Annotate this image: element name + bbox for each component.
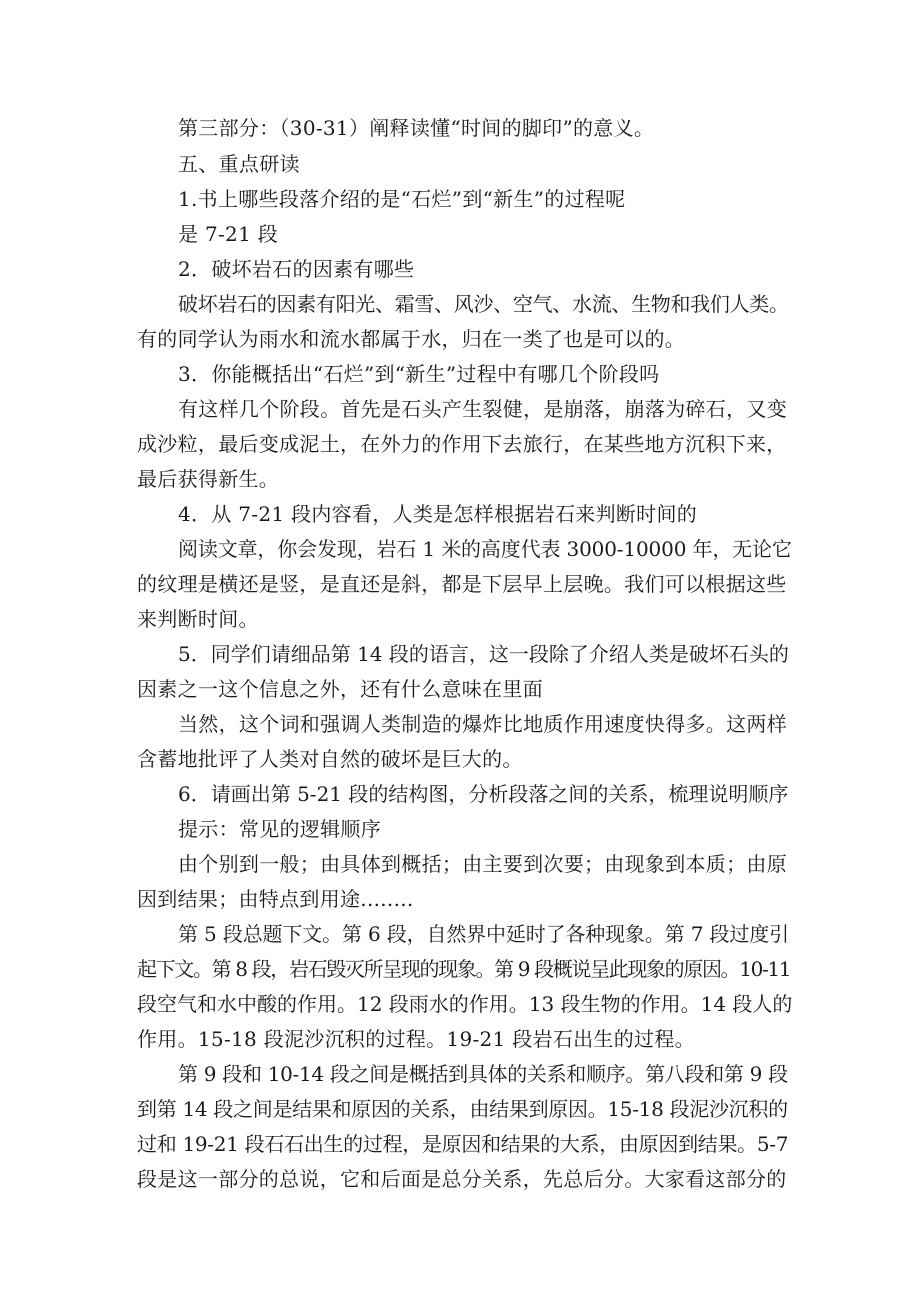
answer-line: 来判断时间。 bbox=[137, 607, 259, 631]
answer-line: 有的同学认为雨水和流水都属于水，归在一类了也是可以的。 bbox=[137, 327, 686, 351]
answer-line: 第 5 段总题下文。第 6 段，自然界中延时了各种现象。第 7 段过度引 bbox=[178, 922, 789, 946]
question-line: 4．从 7-21 段内容看，人类是怎样根据岩石来判断时间的 bbox=[178, 502, 698, 526]
answer-line: 起下文。第 8 段，岩石毁灭所呈现的现象。第 9 段概说呈此现象的原因。10-11 bbox=[137, 957, 791, 981]
answer-line: 第 9 段和 10-14 段之间是概括到具体的关系和顺序。第八段和第 9 段 bbox=[178, 1062, 788, 1086]
answer-line: 的纹理是横还是竖，是直还是斜，都是下层早上层晚。我们可以根据这些 bbox=[137, 572, 787, 596]
answer-line: 破坏岩石的因素有阳光、霜雪、风沙、空气、水流、生物和我们人类。 bbox=[178, 292, 789, 316]
hint-line: 提示：常见的逻辑顺序 bbox=[178, 817, 381, 841]
section-heading: 五、重点研读 bbox=[178, 152, 300, 176]
question-line: 因素之一这个信息之外，还有什么意味在里面 bbox=[137, 677, 543, 701]
question-line: 1.书上哪些段落介绍的是“石烂”到“新生”的过程呢 bbox=[178, 187, 626, 211]
hint-line: 由个别到一般；由具体到概括；由主要到次要；由现象到本质；由原 bbox=[178, 852, 787, 876]
answer-line: 含蓄地批评了人类对自然的破坏是巨大的。 bbox=[137, 747, 523, 771]
answer-line: 最后获得新生。 bbox=[137, 467, 280, 491]
answer-line: 阅读文章，你会发现，岩石 1 米的高度代表 3000-10000 年，无论它 bbox=[178, 537, 792, 561]
answer-line: 有这样几个阶段。首先是石头产生裂健，是崩落，崩落为碎石，又变 bbox=[178, 397, 787, 421]
answer-line: 段是这一部分的总说，它和后面是总分关系，先总后分。大家看这部分的 bbox=[137, 1167, 787, 1191]
answer-line: 成沙粒，最后变成泥土，在外力的作用下去旅行，在某些地方沉积下来， bbox=[137, 432, 787, 456]
answer-line: 到第 14 段之间是结果和原因的关系，由结果到原因。15-18 段泥沙沉积的 bbox=[137, 1097, 788, 1121]
text-line: 第三部分：（30-31）阐释读懂“时间的脚印”的意义。 bbox=[178, 116, 655, 140]
question-line: 3．你能概括出“石烂”到“新生”过程中有哪几个阶段吗 bbox=[178, 362, 660, 386]
answer-line: 当然，这个词和强调人类制造的爆炸比地质作用速度快得多。这两样 bbox=[178, 712, 787, 736]
answer-line: 过和 19-21 段石石出生的过程，是原因和结果的大系，由原因到结果。5-7 bbox=[137, 1132, 789, 1156]
question-line: 5．同学们请细品第 14 段的语言，这一段除了介绍人类是破坏石头的 bbox=[178, 642, 789, 666]
answer-line: 作用。15-18 段泥沙沉积的过程。19-21 段岩石出生的过程。 bbox=[137, 1027, 695, 1051]
answer-line: 段空气和水中酸的作用。12 段雨水的作用。13 段生物的作用。14 段人的 bbox=[137, 992, 793, 1016]
question-line: 2．破坏岩石的因素有哪些 bbox=[178, 257, 415, 281]
question-line: 6．请画出第 5-21 段的结构图，分析段落之间的关系，梳理说明顺序 bbox=[178, 782, 789, 806]
hint-line: 因到结果；由特点到用途........ bbox=[137, 887, 414, 911]
answer-line: 是 7-21 段 bbox=[178, 222, 279, 246]
